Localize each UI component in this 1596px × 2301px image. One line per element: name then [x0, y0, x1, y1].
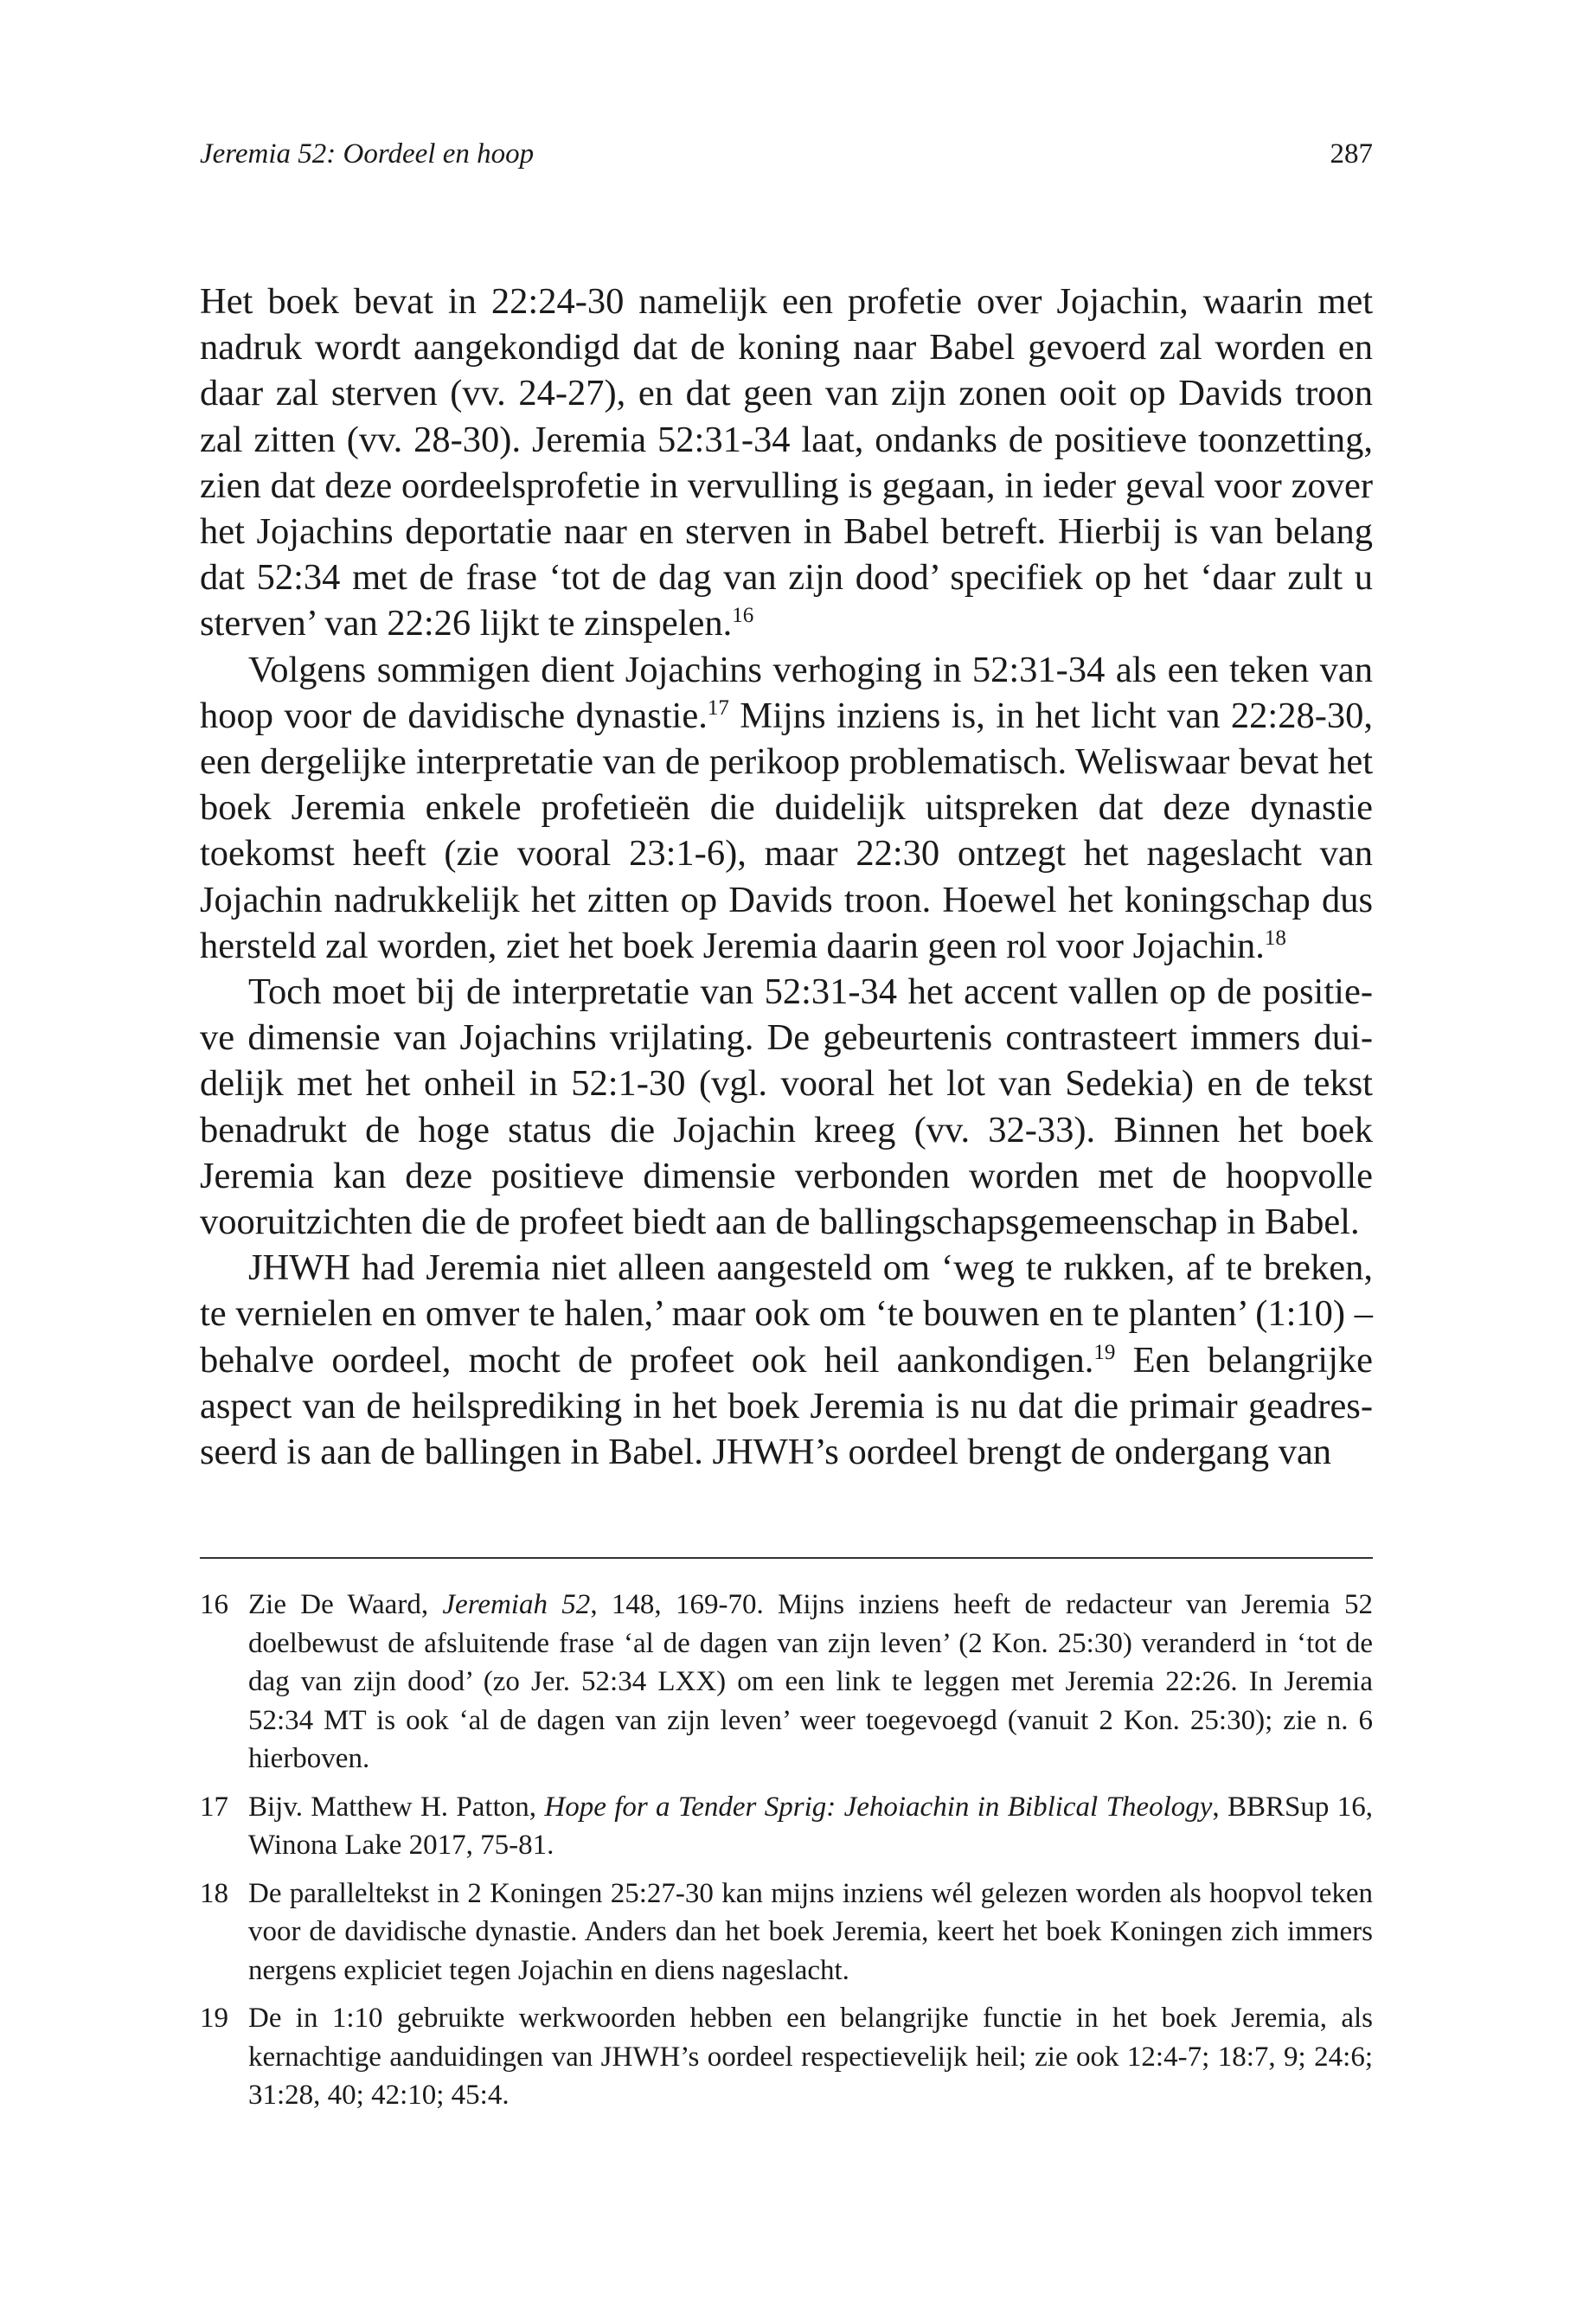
- footnote-text: [248, 1586, 1373, 1779]
- paragraph-4-text-b: Een belangrijke aspect van de heilsprediking in het boek Jeremia is nu dat die primair geadresseerd is aan de ballingen in Babel. JHWH’s oordeel brengt de ondergang van: [200, 1339, 1373, 1473]
- paragraph-2-text-a: Volgens sommigen dient Jojachins verhoging in 52:31-34 als een teken van hoop voor de davidische dynastie.: [200, 649, 1373, 736]
- footnote-ref-17[interactable]: 17: [707, 695, 729, 720]
- running-title: Jeremia 52: Oordeel en hoop: [200, 138, 535, 170]
- footnote-number: 18: [200, 1877, 228, 1909]
- footnote-title: Hope for a Tender Sprig: Jehoiachin in Biblical Theology: [544, 1791, 1213, 1823]
- footnote-ref-19[interactable]: 19: [1093, 1340, 1116, 1364]
- footnote-separator: [200, 1557, 1373, 1559]
- paragraph-4: [200, 1245, 1373, 1475]
- footnote-16: [200, 1586, 1373, 1779]
- paragraph-2: [200, 647, 1373, 969]
- footnote-ref-18[interactable]: 18: [1264, 926, 1286, 950]
- footnote-text-part: , 148, 169-70. Mijns inziens heeft de redacteur van Jeremia 52 doelbewust de afsluitende frase ‘al de dagen van zijn leven’ (2 Kon. 25:30) veranderd in ‘tot de dag van zijn dood’ (zo Jer. 52:34 LXX) om een link te leggen met Jeremia 22:26. In Jeremia 52:34 MT is ook ‘al de dagen van zijn leven’ weer toegevoegd (vanuit 2 Kon. 25:30); zie n. 6 hierboven.: [248, 1589, 1373, 1774]
- footnote-title: Jeremiah 52: [442, 1589, 591, 1620]
- page-number: 287: [1330, 138, 1373, 170]
- footnote-ref-16[interactable]: 16: [732, 604, 754, 628]
- footnote-17: [200, 1788, 1373, 1865]
- footnote-text-part: Zie De Waard,: [248, 1589, 443, 1620]
- footnote-18: [200, 1875, 1373, 1990]
- paragraph-3: [200, 969, 1373, 1245]
- footnote-text-part: , BBRSup 16, Winona Lake 2017, 75-81.: [248, 1791, 1373, 1861]
- footnotes: [200, 1586, 1373, 2125]
- paragraph-1: [200, 279, 1373, 647]
- footnote-number: 19: [200, 2003, 228, 2034]
- footnote-number: 17: [200, 1791, 228, 1823]
- footnote-text-part: Bijv. Matthew H. Patton,: [248, 1791, 545, 1823]
- paragraph-2-text-b: Mijns inziens is, in het licht van 22:28-30, een dergelijke interpretatie van de perikoop problematisch. Weliswaar bevat het boek Jeremia enkele profetieën die duidelijk uitspreken dat deze dynastie toekomst heeft (zie vooral 23:1-6), maar 22:30 ontzegt het nageslacht van Jojachin nadrukkelijk het zitten op Davids troon. Hoewel het koningschap dus hersteld zal worden, ziet het boek Jeremia daarin geen rol voor Jojachin.: [200, 695, 1373, 966]
- running-head: [200, 138, 1373, 170]
- footnote-text: De paralleltekst in 2 Koningen 25:27-30 kan mijns inziens wél gelezen worden als hoopvol teken voor de davidische dynastie. Anders dan het boek Jeremia, keert het boek Koningen zich immers nergens expliciet tegen Jojachin en diens nageslacht.: [248, 1877, 1373, 1986]
- footnote-text: De in 1:10 gebruikte werkwoorden hebben een belangrijke functie in het boek Jeremia, als kernachtige aanduidingen van JHWH’s oordeel respectievelijk heil; zie ook 12:4-7; 18:7, 9; 24:6; 31:28, 40; 42:10; 45:4.: [248, 2003, 1373, 2111]
- paragraph-4-text-a: JHWH had Jeremia niet alleen aangesteld om ‘weg te rukken, af te breken, te vernielen en omver te halen,’ maar ook om ‘te bouwen en te planten’ (1:10) – behalve oordeel, mocht de profeet ook heil aankondigen.: [200, 1247, 1373, 1381]
- body-text: [200, 279, 1373, 1475]
- paragraph-1-text: Het boek bevat in 22:24-30 namelijk een profetie over Jojachin, waarin met nadruk wordt aangekondigd dat de koning naar Babel gevoerd zal worden en daar zal sterven (vv. 24-27), en dat geen van zijn zonen ooit op Davids troon zal zitten (vv. 28-30). Jeremia 52:31-34 laat, ondanks de positieve toonzetting, zien dat deze oordeelsprofetie in vervulling is gegaan, in ieder geval voor zover het Jojachins deportatie naar en sterven in Babel betreft. Hierbij is van belang dat 52:34 met de frase ‘tot de dag van zijn dood’ specifiek op het ‘daar zult u sterven’ van 22:26 lijkt te zinspelen.: [200, 281, 1373, 644]
- footnote-number: 16: [200, 1589, 228, 1620]
- footnote-text: [248, 1788, 1373, 1865]
- footnote-19: [200, 1999, 1373, 2115]
- paragraph-3-text: Toch moet bij de interpretatie van 52:31-34 het accent vallen op de positieve dimensie van Jojachins vrijlating. De gebeurtenis contrasteert immers duidelijk met het onheil in 52:1-30 (vgl. vooral het lot van Sedekia) en de tekst benadrukt de hoge status die Jojachin kreeg (vv. 32-33). Binnen het boek Jeremia kan deze positieve dimensie verbonden worden met de hoopvolle vooruitzichten die de profeet biedt aan de ballingschapsgemeenschap in Babel.: [200, 971, 1373, 1243]
